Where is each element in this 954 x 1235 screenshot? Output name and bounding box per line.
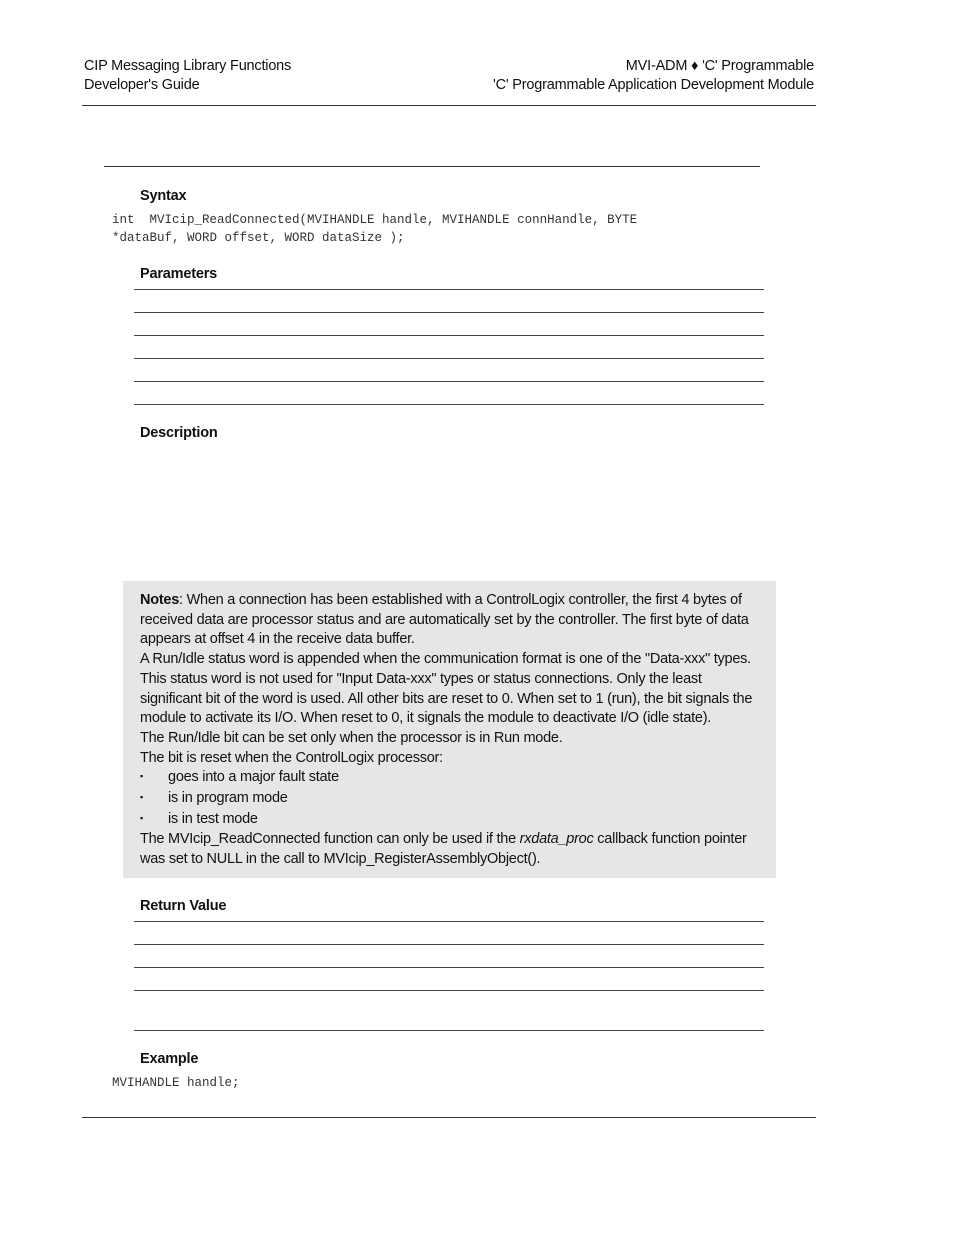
notes-paragraph-4: The bit is reset when the ControlLogix processor:	[140, 749, 443, 766]
table-rule	[134, 1030, 764, 1031]
syntax-heading: Syntax	[140, 188, 187, 204]
table-rule	[134, 358, 764, 359]
syntax-code-line-1: int MVIcip_ReadConnected(MVIHANDLE handle, MVIHANDLE connHandle, BYTE	[112, 213, 638, 227]
notes-text-1: : When a connection has been established with a ControlLogix controller, the first 4 bytes of received data are processor status and are automatically set by the controller. The first byte of data appears at offset 4 in the receive data buffer.	[140, 592, 749, 648]
footer-divider	[82, 1117, 816, 1118]
table-rule	[134, 312, 764, 313]
example-heading: Example	[140, 1051, 199, 1067]
header-divider	[82, 105, 816, 106]
list-item-text: is in program mode	[168, 790, 288, 807]
notes-paragraph-5	[140, 830, 765, 869]
bullet-icon: ▪	[140, 771, 143, 782]
list-item	[140, 768, 765, 789]
notes-text-5b: callback function pointer was set to NULL in the call to MVIcip_RegisterAssemblyObject().	[140, 831, 747, 868]
table-rule	[134, 381, 764, 382]
notes-content	[140, 591, 765, 870]
header-doc-subtitle: Developer's Guide	[84, 77, 200, 93]
list-item	[140, 810, 765, 831]
bullet-icon: ▪	[140, 792, 143, 803]
notes-text-5a: The MVIcip_ReadConnected function can only be used if the	[140, 831, 520, 848]
notes-paragraph-3: The Run/Idle bit can be set only when the processor is in Run mode.	[140, 729, 563, 746]
description-heading: Description	[140, 425, 218, 441]
header-left	[84, 57, 291, 95]
header-right	[493, 57, 814, 95]
list-item-text: goes into a major fault state	[168, 769, 339, 786]
table-rule	[134, 967, 764, 968]
example-code-line-1: MVIHANDLE handle;	[112, 1076, 240, 1090]
section-divider	[104, 166, 760, 167]
notes-paragraph-1	[140, 591, 765, 650]
notes-paragraph-2: A Run/Idle status word is appended when the communication format is one of the "Data-xxx" types. This status word is not used for "Input Data-xxx" types or status connections. Only the least significant bit of the word is used. All other bits are reset to 0. When set to 1 (run), the bit signals the module to activate its I/O. When reset to 0, it signals the module to deactivate I/O (idle state).	[140, 651, 753, 727]
table-rule	[134, 921, 764, 922]
syntax-code-line-2: *dataBuf, WORD offset, WORD dataSize );	[112, 231, 405, 245]
example-code	[112, 1074, 240, 1092]
table-rule	[134, 289, 764, 290]
bullet-icon: ▪	[140, 812, 143, 823]
notes-label: Notes	[140, 592, 180, 608]
table-rule	[134, 990, 764, 991]
table-rule	[134, 335, 764, 336]
list-item	[140, 789, 765, 810]
header-product-subtitle: 'C' Programmable Application Development Module	[493, 77, 814, 93]
header-product-title: MVI-ADM ♦ 'C' Programmable	[625, 58, 814, 74]
table-rule	[134, 944, 764, 945]
syntax-code	[112, 211, 637, 247]
notes-text-5-italic: rxdata_proc	[519, 831, 594, 848]
return-value-heading: Return Value	[140, 898, 227, 914]
list-item-text: is in test mode	[168, 810, 258, 827]
table-rule	[134, 404, 764, 405]
header-doc-title: CIP Messaging Library Functions	[84, 58, 292, 74]
parameters-heading: Parameters	[140, 266, 217, 282]
